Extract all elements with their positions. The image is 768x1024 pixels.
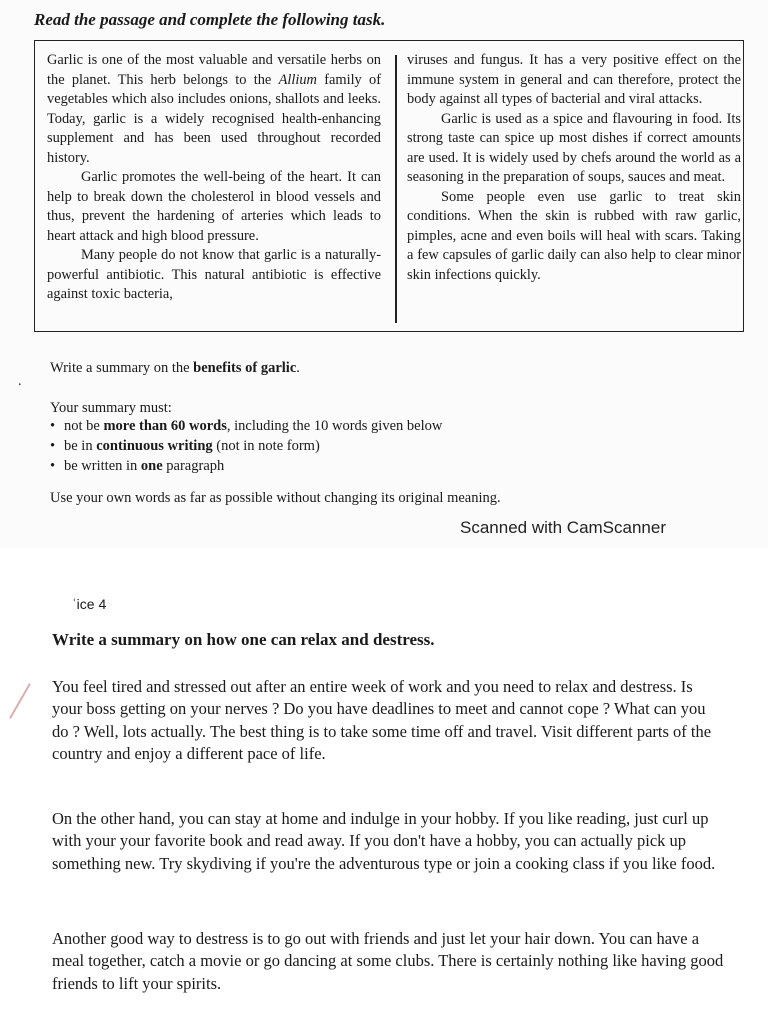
requirement-text: be in xyxy=(64,438,97,454)
passage-box xyxy=(34,40,744,332)
passage-paragraph: Many people do not know that garlic is a naturally-powerful antibiotic. This natural antibiotic is effective against toxic bacteria, xyxy=(47,247,381,302)
requirement-text: not be xyxy=(64,418,104,434)
requirement-emphasis: one xyxy=(140,458,163,474)
requirement-item xyxy=(48,456,442,476)
task2-paragraph: On the other hand, you can stay at home and indulge in your hobby. If you like reading, just curl up with your your favorite book and read away. If you don't have a hobby, you can actually pick up something new. Try skydiving if you're the adventurous type or join a cooking class if you like food. xyxy=(52,809,716,873)
instruction-heading: Read the passage and complete the following task. xyxy=(34,10,386,29)
passage-paragraph: viruses and fungus. It has a very positive effect on the immune system in general and can therefore, protect the body against all types of bacterial and viral attacks. xyxy=(407,52,741,107)
own-words-instruction: Use your own words as far as possible without changing its original meaning. xyxy=(50,490,501,506)
practice-label: ʿice 4 xyxy=(72,596,107,612)
stray-dot: . xyxy=(18,374,22,389)
requirement-emphasis: continuous writing xyxy=(96,438,213,454)
passage-text: Garlic is one of the most valuable and versatile herbs on the planet. This herb belongs to the xyxy=(47,52,381,88)
camscanner-watermark: Scanned with CamScanner xyxy=(460,518,667,537)
passage-left-column xyxy=(47,51,381,305)
passage-text: family of vegetables which also includes onions, shallots and leeks. Today, garlic is a widely recognised health-enhancing supplement and has been used throughout recorded history. xyxy=(47,71,381,166)
requirements-heading: Your summary must: xyxy=(50,400,172,416)
passage-right-column xyxy=(407,51,741,285)
passage-italic-term: Allium xyxy=(278,71,317,88)
task-text: . xyxy=(296,360,300,376)
requirements-list xyxy=(48,416,442,476)
column-divider xyxy=(395,55,397,323)
requirement-item xyxy=(48,416,442,436)
task2-paragraph: You feel tired and stressed out after an entire week of work and you need to relax and destress. Is your boss getting on your nerves ? Do you have deadlines to meet and cannot cope ? What can you do ? Well, lots actually. The best thing is to take some time off and travel. Visit different parts of the country and enjoy a different pace of life. xyxy=(52,677,712,763)
passage-paragraph: Garlic promotes the well-being of the heart. It can help to break down the cholesterol in blood vessels and thus, prevent the hardening of arteries which leads to heart attack and high blood pressure. xyxy=(47,169,381,244)
task2-title: Write a summary on how one can relax and destress. xyxy=(52,630,435,649)
task-text: Write a summary on the xyxy=(50,360,194,376)
passage-paragraph xyxy=(47,51,381,168)
requirement-item xyxy=(48,436,442,456)
requirement-text: paragraph xyxy=(162,458,225,474)
passage-paragraph: Garlic is used as a spice and flavouring in food. Its strong taste can spice up most dishes if correct amounts are used. It is widely used by chefs around the world as a seasoning in the preparation of soups, sauces and meat. xyxy=(407,110,741,185)
task-instruction xyxy=(50,360,300,377)
requirement-emphasis: more than 60 words xyxy=(103,418,227,434)
requirement-text: (not in note form) xyxy=(212,438,320,454)
task2-paragraph: Another good way to destress is to go out with friends and just let your hair down. You can have a meal together, catch a movie or go dancing at some clubs. There is certainly nothing like having good friends to lift your spirits. xyxy=(52,929,724,993)
task-topic: benefits of garlic xyxy=(193,360,297,376)
requirement-text: , including the 10 words given below xyxy=(226,418,443,434)
requirement-text: be written in xyxy=(64,458,141,474)
passage-paragraph: Some people even use garlic to treat skin conditions. When the skin is rubbed with raw garlic, pimples, acne and even boils will heal with scars. Taking a few capsules of garlic daily can also help to clear minor skin infections quickly. xyxy=(407,188,741,283)
